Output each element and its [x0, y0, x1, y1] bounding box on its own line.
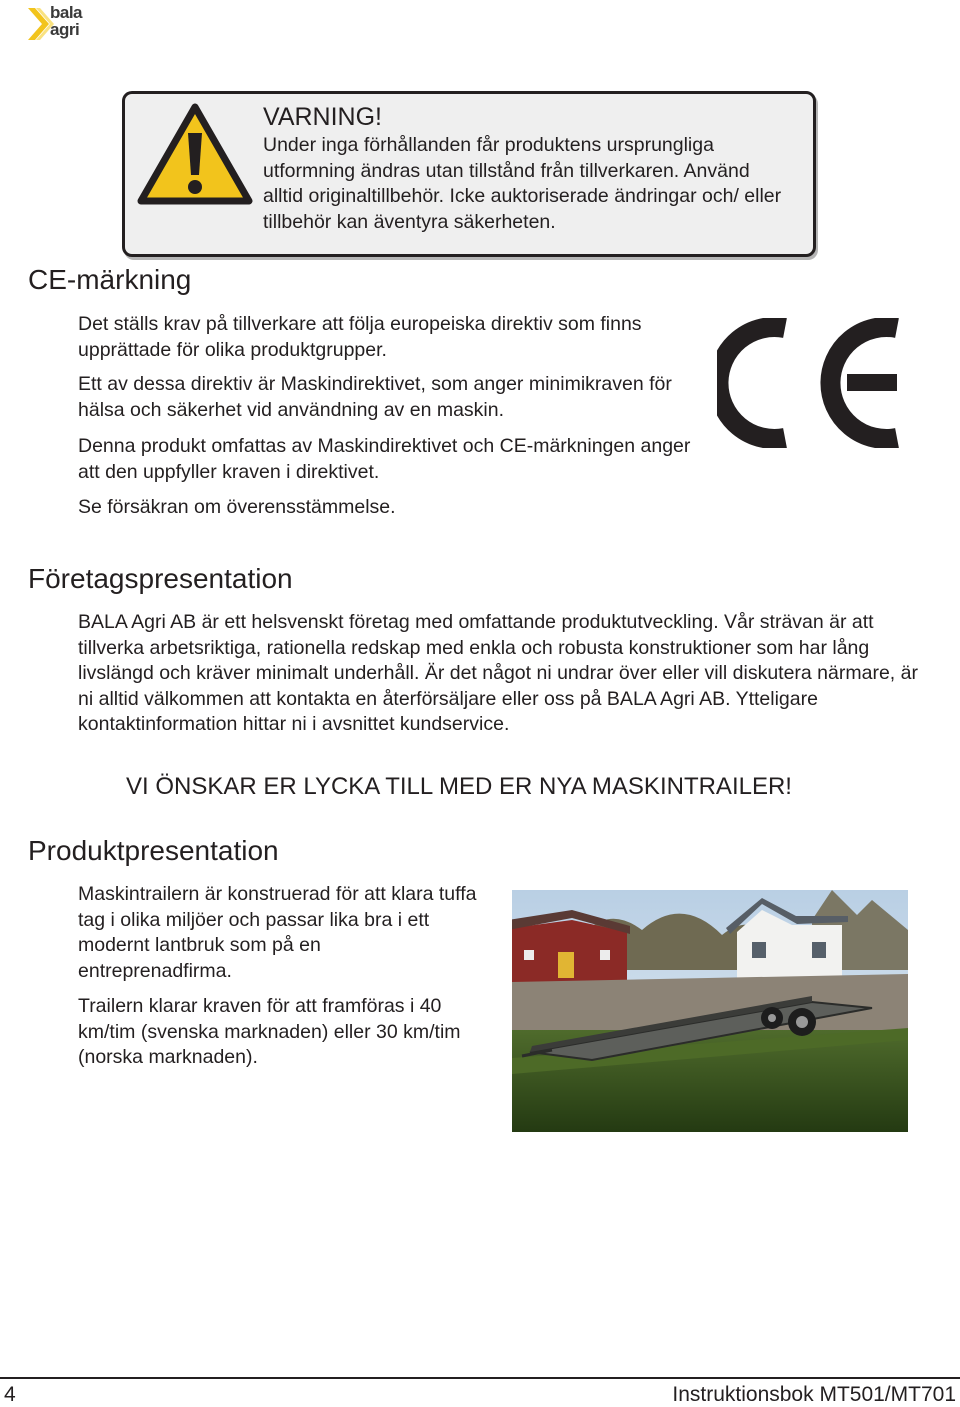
- product-paragraph-2: Trailern klarar kraven för att framföras i 40 km/tim (svenska marknaden) eller 30 km/tim (norska marknaden).: [78, 995, 461, 1068]
- document-title: Instruktionsbok MT501/MT701: [672, 1383, 956, 1406]
- trailer-photo: [512, 890, 908, 1132]
- ce-paragraph-1: Det ställs krav på tillverkare att följa europeiska direktiv som finns upprättade för olika produktgrupper.: [78, 313, 642, 361]
- footer-rule: [0, 1377, 960, 1379]
- company-paragraph: BALA Agri AB är ett helsvenskt företag med omfattande produktutveckling. Vår strävan är att tillverka arbetsriktiga, rationella redskap med enkla och robusta konstruktioner som har lång livslängd och kräver minimalt underhåll. Är det något ni undrar över eller vill diskutera närmare, är ni alltid välkommen att kontakta en återförsäljare eller oss på BALA Agri AB. Ytteligare kontaktinformation hittar ni i avsnittet kundservice.: [78, 611, 918, 735]
- warning-text: Under inga förhållanden får produktens ursprungliga utformning ändras utan tillstånd från tillverkaren. Använd alltid originaltillbehör. Icke auktoriserade ändringar och/ eller tillbehör kan äventyra säkerheten.: [263, 134, 782, 233]
- ce-paragraph-3: Denna produkt omfattas av Maskindirektivet och CE-märkningen anger att den uppfyller kraven i direktivet.: [78, 435, 691, 483]
- page-number: 4: [4, 1383, 16, 1406]
- ce-paragraph-4: Se försäkran om överensstämmelse.: [78, 496, 396, 518]
- logo-wordmark: [50, 4, 82, 38]
- warning-triangle-icon: [137, 103, 253, 206]
- logo-line-1: bala: [50, 3, 83, 22]
- logo-line-2: agri: [50, 20, 80, 39]
- ce-paragraph-2: Ett av dessa direktiv är Maskindirektivet, som anger minimikraven för hälsa och säkerhet vid användning av en maskin.: [78, 373, 672, 421]
- warning-title: VARNING!: [263, 103, 382, 131]
- ce-heading: CE-märkning: [28, 264, 192, 295]
- product-heading: Produktpresentation: [28, 835, 279, 866]
- ce-mark-icon: [717, 318, 901, 448]
- company-heading: Företagspresentation: [28, 563, 293, 594]
- slogan: VI ÖNSKAR ER LYCKA TILL MED ER NYA MASKINTRAILER!: [126, 773, 792, 800]
- product-paragraph-1: Maskintrailern är konstruerad för att klara tuffa tag i olika miljöer och passar lika bra i ett modernt lantbruk som på en entreprenadfirma.: [78, 883, 477, 982]
